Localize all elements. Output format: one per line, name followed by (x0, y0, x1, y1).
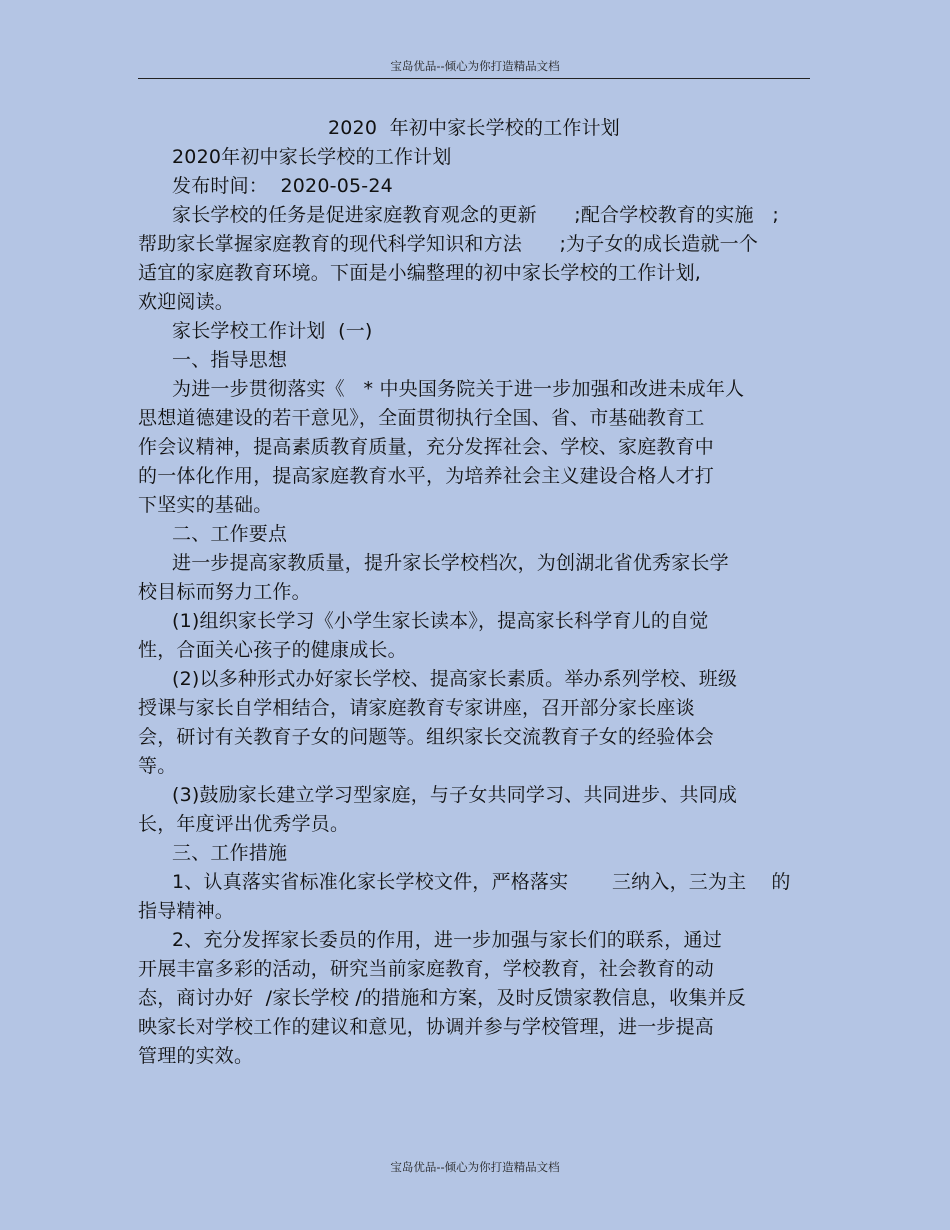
document-title: 2020 年初中家长学校的工作计划 (327, 117, 621, 139)
paragraph-line: 长，年度评出优秀学员。 (138, 813, 350, 835)
paragraph-line: 一、指导思想 (172, 349, 288, 371)
paragraph-line: 映家长对学校工作的建议和意见，协调并参与学校管理，进一步提高 (138, 1016, 715, 1038)
paragraph-line: 家长学校工作计划 (一) (172, 320, 373, 342)
paragraph-line: 开展丰富多彩的活动，研究当前家庭教育，学校教育，社会教育的动 (138, 958, 715, 980)
paragraph-line: 校目标而努力工作。 (138, 581, 311, 603)
document-body (138, 114, 810, 1071)
paragraph-line: 三、工作措施 (172, 842, 288, 864)
paragraph-line: 进一步提高家教质量，提升家长学校档次，为创湖北省优秀家长学 (172, 552, 729, 574)
page-footer-text: 宝岛优品--倾心为你打造精品文档 (390, 1160, 560, 1174)
paragraph-line: 态，商讨办好 /家长学校 /的措施和方案，及时反馈家教信息，收集并反 (138, 987, 746, 1009)
paragraph-line: 作会议精神，提高素质教育质量，充分发挥社会、学校、家庭教育中 (138, 436, 715, 458)
paragraph-line: 下坚实的基础。 (138, 494, 273, 516)
paragraph-line: 会，研讨有关教育子女的问题等。组织家长交流教育子女的经验体会 (138, 726, 715, 748)
paragraph-line: 2、充分发挥家长委员的作用，进一步加强与家长们的联系，通过 (172, 929, 722, 951)
paragraph-line: 的一体化作用，提高家庭教育水平，为培养社会主义建设合格人才打 (138, 465, 715, 487)
paragraph-line: 帮助家长掌握家庭教育的现代科学知识和方法 ;为子女的成长造就一个 (138, 233, 759, 255)
paragraph-line: 管理的实效。 (138, 1045, 254, 1067)
paragraph-line: 等。 (138, 755, 177, 777)
paragraph-line: 授课与家长自学相结合，请家庭教育专家讲座，召开部分家长座谈 (138, 697, 695, 719)
paragraph-line: 为进一步贯彻落实《 * 中央国务院关于进一步加强和改进未成年人 (172, 378, 745, 400)
page-header-text: 宝岛优品--倾心为你打造精品文档 (390, 59, 560, 73)
paragraph-line: 性，合面关心孩子的健康成长。 (138, 639, 407, 661)
paragraph-line: 指导精神。 (138, 900, 235, 922)
header-divider (138, 78, 810, 79)
paragraph-line: (2)以多种形式办好家长学校、提高家长素质。举办系列学校、班级 (172, 668, 738, 690)
paragraph-line: 1、认真落实省标准化家长学校文件，严格落实 三纳入，三为主 的 (172, 871, 791, 893)
paragraph-line: 发布时间： 2020-05-24 (172, 175, 393, 197)
paragraph-line: 二、工作要点 (172, 523, 288, 545)
paragraph-line: 家长学校的任务是促进家庭教育观念的更新 ;配合学校教育的实施 ; (172, 204, 779, 226)
paragraph-line: 2020年初中家长学校的工作计划 (172, 146, 452, 168)
paragraph-line: 欢迎阅读。 (138, 291, 235, 313)
paragraph-line: 适宜的家庭教育环境。下面是小编整理的初中家长学校的工作计划, (138, 262, 702, 284)
paragraph-line: (3)鼓励家长建立学习型家庭，与子女共同学习、共同进步、共同成 (172, 784, 738, 806)
paragraph-line: 思想道德建设的若干意见》，全面贯彻执行全国、省、市基础教育工 (138, 407, 705, 429)
paragraph-line: (1)组织家长学习《小学生家长读本》，提高家长科学育儿的自觉 (172, 610, 709, 632)
